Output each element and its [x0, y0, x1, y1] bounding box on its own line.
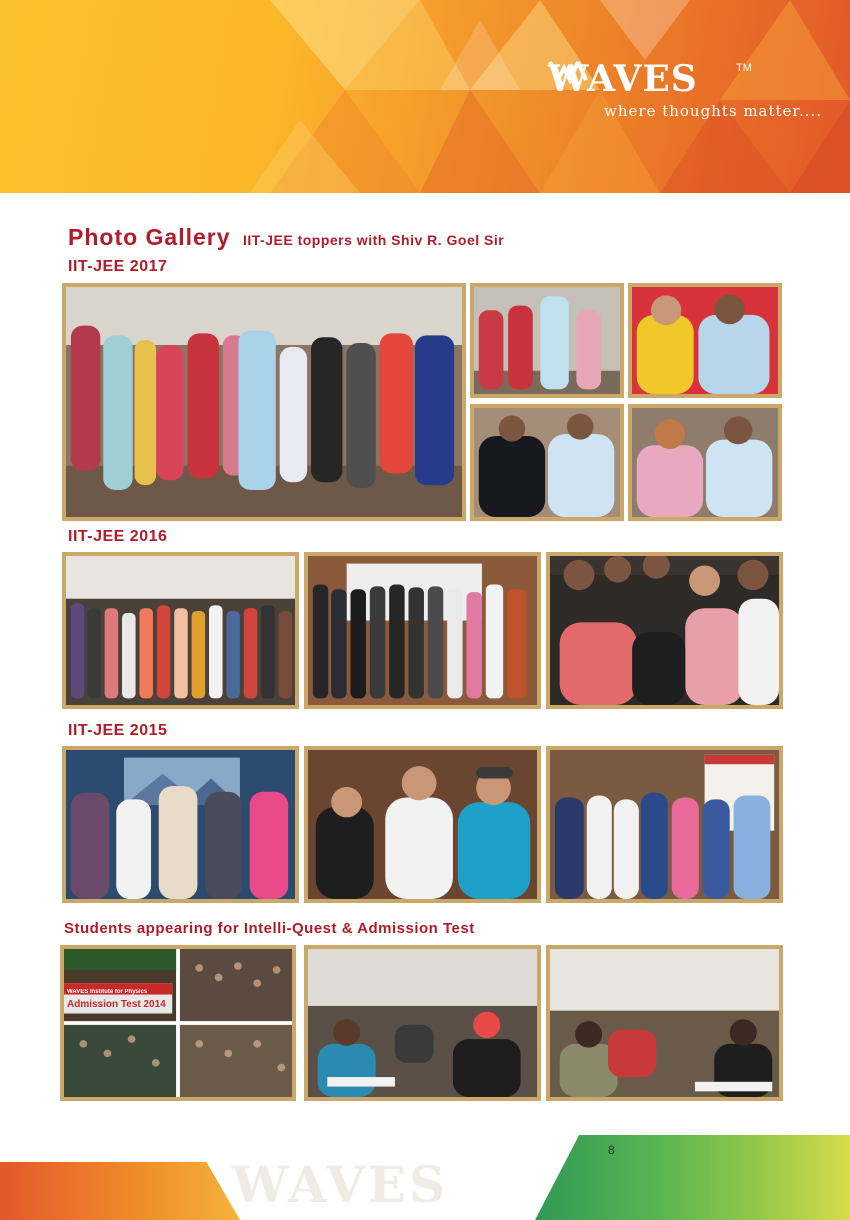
photo-2015-3-image: [550, 750, 779, 899]
page-number: 8: [608, 1143, 615, 1157]
photo-2016-1: [62, 552, 299, 709]
photo-2017-small-2-image: [632, 287, 778, 394]
photo-2016-3: [546, 552, 783, 709]
gallery-title-main: Photo Gallery: [68, 224, 231, 250]
banner-line-2: Admission Test 2014: [67, 999, 166, 1010]
photo-2017-small-3-image: [474, 408, 620, 517]
photo-2016-2: [304, 552, 541, 709]
header-banner: [0, 0, 850, 193]
photo-2017-small-1-image: [474, 287, 620, 394]
waves-mark-icon: [548, 58, 590, 84]
photo-test-hall-2-image: [550, 949, 779, 1097]
photo-test-collage-image: [64, 949, 292, 1097]
photo-2017-small-3: [470, 404, 624, 521]
photo-2016-2-image: [308, 556, 537, 705]
trademark: TM: [736, 62, 752, 74]
photo-2015-2: [304, 746, 541, 903]
photo-2017-group: [62, 283, 466, 521]
banner-line-1: WAVES Institute for Physics: [67, 989, 148, 995]
section-label-students: Students appearing for Intelli-Quest & Admission Test: [64, 920, 475, 937]
gallery-title: [68, 224, 504, 251]
photo-2017-small-1: [470, 283, 624, 398]
tagline: where thoughts matter....: [604, 102, 823, 120]
waves-logo: [548, 58, 838, 128]
section-label-2016: IIT-JEE 2016: [68, 528, 168, 545]
photo-2016-3-image: [550, 556, 779, 705]
footer-right-band: [535, 1135, 850, 1220]
photo-2016-1-image: [66, 556, 295, 705]
section-label-2017: IIT-JEE 2017: [68, 258, 168, 275]
photo-2017-group-image: [66, 287, 462, 517]
footer-left-band: [0, 1162, 240, 1220]
photo-test-collage: [60, 945, 296, 1101]
photo-2015-2-image: [308, 750, 537, 899]
logo-text: WAVES: [548, 58, 698, 100]
photo-2017-small-2: [628, 283, 782, 398]
photo-test-hall-1-image: [308, 949, 537, 1097]
gallery-subtitle: IIT-JEE toppers with Shiv R. Goel Sir: [243, 232, 505, 248]
footer-watermark: WAVES: [232, 1155, 449, 1214]
photo-2015-1: [62, 746, 299, 903]
photo-test-hall-2: [546, 945, 783, 1101]
photo-2015-1-image: [66, 750, 295, 899]
photo-test-hall-1: [304, 945, 541, 1101]
photo-2017-small-4: [628, 404, 782, 521]
section-label-2015: IIT-JEE 2015: [68, 722, 168, 739]
photo-2017-small-4-image: [632, 408, 778, 517]
photo-2015-3: [546, 746, 783, 903]
